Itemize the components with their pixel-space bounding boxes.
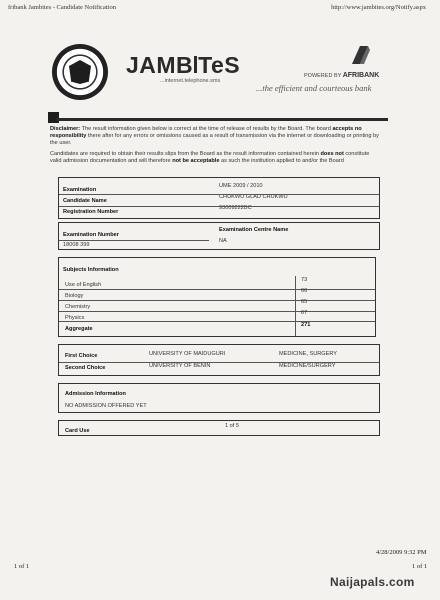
aggregate-value: 271 bbox=[301, 322, 311, 328]
card-use-value: 1 of 5 bbox=[225, 423, 239, 429]
admission-box bbox=[58, 383, 380, 413]
registration-value: 93009222BC bbox=[219, 205, 252, 211]
logo-i-bar-icon bbox=[194, 56, 197, 73]
watermark: Naijapals.com bbox=[330, 575, 415, 589]
jamb-seal-icon bbox=[52, 44, 108, 100]
sponsor-bank: AFRIBANK bbox=[342, 72, 380, 79]
exam-number-value: 18008 399 bbox=[63, 242, 90, 248]
admission-value: NO ADMISSION OFFERED YET bbox=[65, 403, 147, 409]
subject-row-line bbox=[59, 300, 375, 301]
examination-value: UME 2009 / 2010 bbox=[219, 183, 263, 189]
exam-row-line bbox=[59, 240, 209, 241]
registration-label: Registration Number bbox=[63, 209, 119, 215]
candidate-box bbox=[58, 177, 380, 219]
print-datetime: 4/28/2009 9:32 PM bbox=[376, 549, 427, 556]
examination-label: Examination bbox=[63, 187, 97, 193]
powered-prefix: POWERED BY bbox=[304, 73, 342, 79]
print-page: 1 of 1 bbox=[14, 563, 30, 570]
admission-heading: Admission Information bbox=[65, 391, 126, 397]
subject-row-line bbox=[59, 311, 375, 312]
subject-score: 73 bbox=[301, 277, 308, 283]
subject-name: Use of English bbox=[65, 282, 102, 288]
subjects-column-divider bbox=[295, 276, 296, 336]
subject-name: Biology bbox=[65, 293, 84, 299]
logo-tagline: ...internet.telephone.sms bbox=[160, 78, 221, 84]
afribank-mark-icon bbox=[348, 44, 370, 66]
print-header bbox=[8, 4, 432, 16]
disclaimer-label: Disclaimer: bbox=[50, 126, 81, 132]
print-page-right: 1 of 1 bbox=[412, 563, 428, 570]
jambites-logo bbox=[126, 52, 240, 79]
disclaimer-para-1: Disclaimer: The result information given below is correct at the time of release of results by the Board. The board accepts no responsibility there after for any errors or omissions caused as a result of transmission via the internet or downloading or printing by the user. bbox=[50, 126, 379, 146]
choices-box bbox=[58, 344, 380, 376]
candidate-row-line bbox=[59, 206, 379, 207]
print-header-title: fribank Jambites - Candidate Notification bbox=[8, 4, 116, 11]
second-choice-course: MEDICINE/SURGERY bbox=[279, 363, 336, 369]
subject-name: Chemistry bbox=[65, 304, 91, 310]
subject-row-line bbox=[59, 321, 375, 322]
subject-score: 66 bbox=[301, 288, 308, 294]
choices-row-line bbox=[59, 362, 379, 363]
subjects-box bbox=[58, 257, 376, 337]
subject-score: 65 bbox=[301, 299, 308, 305]
subject-name: Physics bbox=[65, 315, 85, 321]
subjects-heading: Subjects Information bbox=[63, 267, 119, 273]
second-choice-label: Second Choice bbox=[65, 365, 106, 371]
candidate-row-line bbox=[59, 194, 379, 195]
logo-name-end: TeS bbox=[198, 52, 241, 78]
card-use-label: Card Use bbox=[65, 428, 90, 434]
first-choice-course: MEDICINE, SURGERY bbox=[279, 351, 338, 357]
subject-row-line bbox=[59, 289, 375, 290]
sponsor-slogan: ...the efficient and courteous bank bbox=[256, 83, 372, 93]
candidate-name-label: Candidate Name bbox=[63, 198, 107, 204]
exam-number-label: Examination Number bbox=[63, 232, 119, 238]
logo-name-start: JAMB bbox=[126, 52, 194, 78]
exam-number-box bbox=[58, 222, 380, 250]
disclaimer-para-2: Candidates are required to obtain their results slips from the Board as the result information contained herein does not constitute valid admission documentation and will therefore not be acceptable as such the institution applied to and/or the Board bbox=[50, 151, 370, 164]
exam-centre-label: Examination Centre Name bbox=[219, 227, 289, 233]
disclaimer bbox=[50, 126, 382, 169]
sponsor-powered bbox=[304, 72, 379, 79]
print-header-url: http://www.jambites.org/Notify.aspx bbox=[331, 4, 426, 11]
card-use-box bbox=[58, 420, 380, 436]
candidate-name-value: CHUKWU GLAD CHUKWU bbox=[219, 194, 288, 200]
first-choice-institution: UNIVERSITY OF MAIDUGURI bbox=[149, 351, 226, 357]
aggregate-label: Aggregate bbox=[65, 326, 93, 332]
second-choice-institution: UNIVERSITY OF BENIN bbox=[149, 363, 211, 369]
subject-score: 67 bbox=[301, 310, 308, 316]
header-divider bbox=[56, 118, 388, 121]
exam-centre-value: NA bbox=[219, 238, 227, 244]
first-choice-label: First Choice bbox=[65, 353, 98, 359]
